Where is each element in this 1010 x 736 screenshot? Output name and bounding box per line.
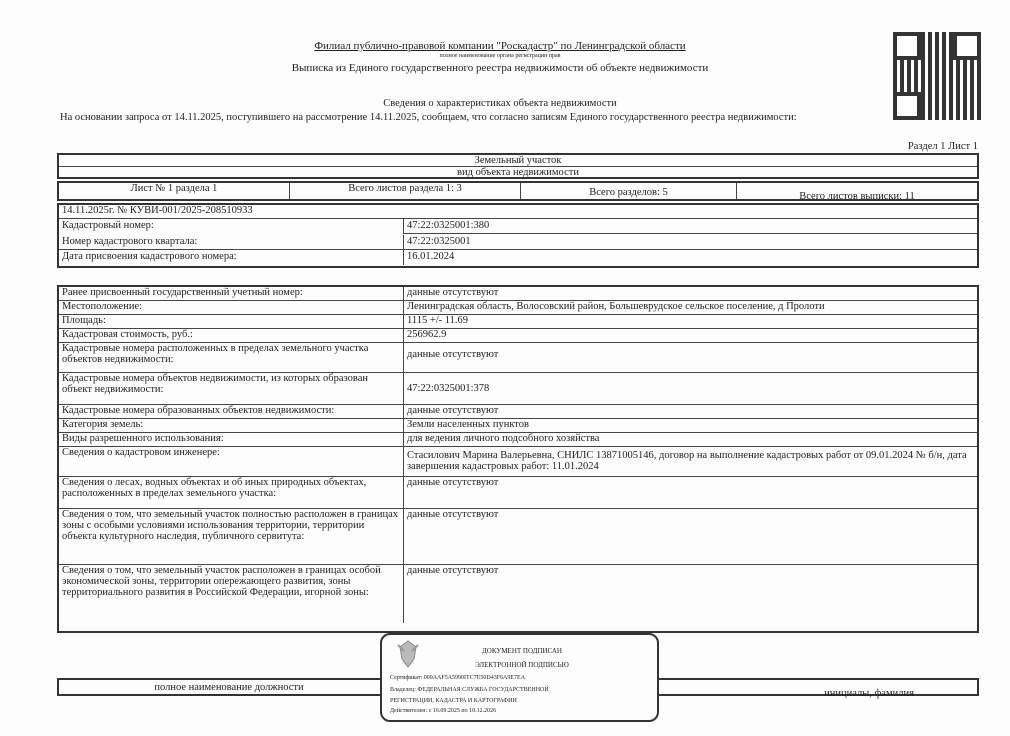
basis-text: На основании запроса от 14.11.2025, поступившего на рассмотрение 14.11.2025, сообщаем, что согласно записям Единого государственного реестра недвижимости:: [60, 112, 797, 123]
table-row: [59, 419, 977, 433]
row-label: Кадастровые номера объектов недвижимости, из которых образован объект недвижимости:: [59, 373, 404, 404]
object-type: Земельный участок: [59, 155, 977, 167]
row-label: Кадастровые номера образованных объектов недвижимости:: [59, 405, 404, 418]
doc-subtitle: Сведения о характеристиках объекта недвижимости: [383, 98, 617, 109]
row-label: Категория земель:: [59, 419, 404, 432]
row-label: Виды разрешенного использования:: [59, 433, 404, 446]
table-row: [59, 315, 977, 329]
main-info-table: [57, 203, 979, 268]
row-label: Сведения о том, что земельный участок полностью расположен в границах зоны с особыми условиями использования территории, территории объекта культурного наследия, публичного сервитута:: [59, 509, 404, 564]
table-row: [59, 343, 977, 373]
row-value: 47:22:0325001:378: [407, 383, 490, 394]
request-number: 14.11.2025г. № КУВИ-001/2025-208510933: [62, 205, 253, 216]
row-label: Номер кадастрового квартала:: [59, 235, 404, 249]
row-value: Ленинградская область, Волосовский район, Большеврудское сельское поселение, д Пролоти: [407, 301, 825, 312]
sheet-number: Лист № 1 раздела 1: [59, 183, 290, 199]
row-label: Кадастровая стоимость, руб.:: [59, 329, 404, 342]
row-value: Земли населенных пунктов: [407, 419, 529, 430]
row-value: данные отсутствуют: [407, 565, 499, 576]
row-label: Сведения о том, что земельный участок расположен в границах особой экономической зоны, территории опережающего развития, зоны территориального развития в Российской Федерации, игорной зоны:: [59, 565, 404, 623]
row-value: данные отсутствуют: [407, 509, 499, 520]
cadastral-number: 47:22:0325001:380: [404, 219, 977, 234]
table-row: [59, 433, 977, 447]
row-value: 1115 +/- 11.69: [407, 315, 469, 326]
org-caption: полное наименование органа регистрации прав: [439, 53, 561, 59]
org-name: Филиал публично-правовой компании "Роскадастр" по Ленинградской области: [314, 40, 686, 52]
row-value: 256962.9: [407, 329, 447, 340]
object-type-box: [57, 153, 979, 179]
row-label: Ранее присвоенный государственный учетный номер:: [59, 287, 404, 300]
doc-title: Выписка из Единого государственного реестра недвижимости об объекте недвижимости: [291, 62, 709, 74]
stamp-owner: Владелец: ФЕДЕРАЛЬНАЯ СЛУЖБА ГОСУДАРСТВЕННОЙ: [390, 687, 549, 693]
row-value: для ведения личного подсобного хозяйства: [407, 433, 600, 444]
row-value: данные отсутствуют: [407, 287, 499, 298]
stamp-validity: Действителен: с 16.09.2025 по 10.12.2026: [390, 708, 497, 714]
table-row: [59, 477, 977, 509]
table-row: [59, 509, 977, 565]
name-caption: инициалы, фамилия: [824, 688, 914, 699]
row-value: данные отсутствуют: [407, 477, 499, 488]
row-label: Кадастровые номера расположенных в пределах земельного участка объектов недвижимости:: [59, 343, 404, 372]
table-row: [59, 287, 977, 301]
table-row: [59, 329, 977, 343]
emblem-icon: [396, 639, 420, 669]
row-label: Местоположение:: [59, 301, 404, 314]
row-value: данные отсутствуют: [407, 405, 499, 416]
total-section-sheets: Всего листов раздела 1: 3: [290, 183, 521, 199]
stamp-certificate: Сертификат: 009AAF5A5990ITC7E50D43F6A9E7EA: [390, 675, 526, 681]
table-row: [59, 447, 977, 477]
row-label: Дата присвоения кадастрового номера:: [59, 250, 404, 265]
stamp-line-1: ДОКУМЕНТ ПОДПИСАН: [482, 647, 562, 655]
row-value: данные отсутствуют: [407, 349, 499, 360]
quarter-number: 47:22:0325001: [407, 236, 471, 247]
table-row: [59, 405, 977, 419]
total-sections: Всего разделов: 5: [521, 183, 737, 199]
row-label: Сведения о лесах, водных объектах и об иных природных объектах, расположенных в пределах земельного участка:: [59, 477, 404, 508]
position-caption: полное наименование должности: [154, 682, 304, 693]
assignment-date: 16.01.2024: [407, 251, 455, 262]
row-label: Сведения о кадастровом инженере:: [59, 447, 404, 476]
row-label: Кадастровый номер:: [59, 219, 404, 234]
table-row: [59, 565, 977, 623]
total-sheets: Всего листов выписки: 11: [799, 191, 915, 202]
sheets-row: [57, 181, 979, 201]
section-sheet: Раздел 1 Лист 1: [907, 141, 978, 152]
row-label: Площадь:: [59, 315, 404, 328]
stamp-owner-2: РЕГИСТРАЦИИ, КАДАСТРА И КАРТОГРАФИИ: [390, 698, 517, 704]
qr-code: [893, 32, 981, 120]
table-row: [59, 373, 977, 405]
details-table: [57, 285, 979, 633]
object-type-caption: вид объекта недвижимости: [457, 167, 579, 178]
stamp-line-2: ЭЛЕКТРОННОЙ ПОДПИСЬЮ: [475, 661, 569, 669]
electronic-signature-stamp: [380, 633, 659, 722]
row-value: Стасилович Марина Валерьевна, СНИЛС 13871005146, договор на выполнение кадастровых работ от 09.01.2024 № б/н, дата завершения кадастровых работ: 11.01.2024: [407, 450, 967, 472]
table-row: [59, 301, 977, 315]
